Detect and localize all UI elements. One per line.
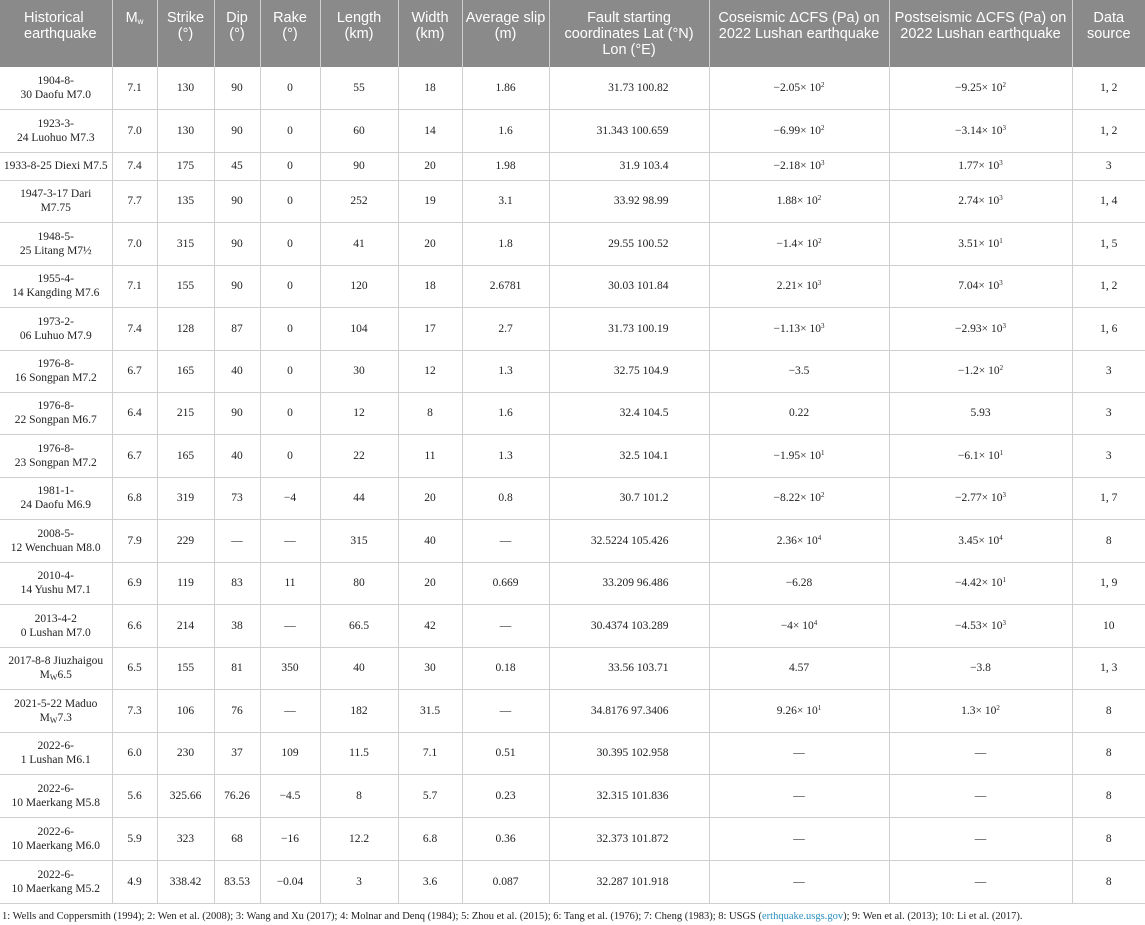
cell-coordinates: 33.209 96.486 xyxy=(549,562,709,604)
cell-dip: 83.53 xyxy=(214,860,260,903)
cell-coordinates: 32.373 101.872 xyxy=(549,817,709,860)
cell-strike: 106 xyxy=(157,689,214,732)
table-row xyxy=(0,604,1145,647)
cell-strike: 155 xyxy=(157,265,214,307)
table-row xyxy=(0,477,1145,519)
cell-coordinates: 31.73 100.19 xyxy=(549,307,709,350)
cell-slip: 0.087 xyxy=(462,860,549,903)
cell-slip: 0.36 xyxy=(462,817,549,860)
header-rake: Rake (°) xyxy=(260,0,320,67)
cell-postseismic: $1.77\times 10^3$ xyxy=(889,152,1072,180)
header-length: Length (km) xyxy=(320,0,398,67)
cell-source: 1, 2 xyxy=(1072,109,1145,152)
cell-rake: 0 xyxy=(260,152,320,180)
cell-width: 11 xyxy=(398,434,462,477)
cell-width: 30 xyxy=(398,647,462,689)
table-row xyxy=(0,562,1145,604)
cell-width: 31.5 xyxy=(398,689,462,732)
cell-width: 5.7 xyxy=(398,774,462,817)
cell-coordinates: 30.395 102.958 xyxy=(549,732,709,774)
cell-earthquake: 1947-3-17 Dari M7.75 xyxy=(0,180,112,222)
cell-coseismic: $-2.05\times 10^2$ xyxy=(709,67,889,109)
cell-earthquake: 2022-6- 10 Maerkang M6.0 xyxy=(0,817,112,860)
cell-width: 20 xyxy=(398,222,462,265)
cell-slip: 0.669 xyxy=(462,562,549,604)
cell-coordinates: 33.56 103.71 xyxy=(549,647,709,689)
header-width: Width (km) xyxy=(398,0,462,67)
cell-width: 7.1 xyxy=(398,732,462,774)
cell-rake: −16 xyxy=(260,817,320,860)
cell-length: 22 xyxy=(320,434,398,477)
cell-width: 12 xyxy=(398,350,462,392)
cell-coseismic: $-1.4\times 10^2$ xyxy=(709,222,889,265)
cell-width: 17 xyxy=(398,307,462,350)
header-mw: $M_w$ xyxy=(112,0,157,67)
cell-rake: — xyxy=(260,689,320,732)
cell-rake: 350 xyxy=(260,647,320,689)
cell-length: 8 xyxy=(320,774,398,817)
cell-rake: −4 xyxy=(260,477,320,519)
cell-width: 14 xyxy=(398,109,462,152)
cell-rake: — xyxy=(260,604,320,647)
cell-length: 41 xyxy=(320,222,398,265)
cell-coordinates: 30.03 101.84 xyxy=(549,265,709,307)
cell-length: 315 xyxy=(320,519,398,562)
cell-width: 18 xyxy=(398,265,462,307)
header-dip: Dip (°) xyxy=(214,0,260,67)
cell-rake: 0 xyxy=(260,265,320,307)
cell-source: 1, 2 xyxy=(1072,67,1145,109)
cell-mw: 6.7 xyxy=(112,350,157,392)
table-row xyxy=(0,180,1145,222)
cell-slip: 1.3 xyxy=(462,434,549,477)
cell-length: 12.2 xyxy=(320,817,398,860)
cell-postseismic: $1.3\times 10^2$ xyxy=(889,689,1072,732)
cell-slip: 1.98 xyxy=(462,152,549,180)
cell-strike: 130 xyxy=(157,67,214,109)
cell-coseismic: 0.22 xyxy=(709,392,889,434)
table-row xyxy=(0,774,1145,817)
cell-length: 11.5 xyxy=(320,732,398,774)
cell-length: 80 xyxy=(320,562,398,604)
cell-strike: 175 xyxy=(157,152,214,180)
cell-rake: 0 xyxy=(260,307,320,350)
cell-dip: — xyxy=(214,519,260,562)
cell-postseismic: — xyxy=(889,774,1072,817)
cell-source: 8 xyxy=(1072,774,1145,817)
cell-coordinates: 32.5 104.1 xyxy=(549,434,709,477)
cell-length: 60 xyxy=(320,109,398,152)
cell-width: 3.6 xyxy=(398,860,462,903)
cell-source: 1, 2 xyxy=(1072,265,1145,307)
cell-earthquake: 2022-6- 10 Maerkang M5.2 xyxy=(0,860,112,903)
cell-width: 42 xyxy=(398,604,462,647)
table-row xyxy=(0,434,1145,477)
cell-dip: 40 xyxy=(214,350,260,392)
cell-rake: 0 xyxy=(260,222,320,265)
cell-coseismic: $-6.99\times 10^2$ xyxy=(709,109,889,152)
cell-dip: 40 xyxy=(214,434,260,477)
cell-earthquake: 1973-2- 06 Luhuo M7.9 xyxy=(0,307,112,350)
cell-earthquake: 1904-8- 30 Daofu M7.0 xyxy=(0,67,112,109)
cell-rake: 0 xyxy=(260,392,320,434)
cell-coseismic: $1.88\times 10^2$ xyxy=(709,180,889,222)
cell-source: 1, 4 xyxy=(1072,180,1145,222)
cell-source: 1, 3 xyxy=(1072,647,1145,689)
cell-mw: 7.4 xyxy=(112,307,157,350)
cell-source: 1, 6 xyxy=(1072,307,1145,350)
header-row xyxy=(0,0,1145,67)
table-row xyxy=(0,519,1145,562)
cell-length: 44 xyxy=(320,477,398,519)
cell-dip: 90 xyxy=(214,180,260,222)
table-row xyxy=(0,732,1145,774)
cell-coseismic: — xyxy=(709,732,889,774)
cell-postseismic: $-9.25\times 10^2$ xyxy=(889,67,1072,109)
cell-rake: 109 xyxy=(260,732,320,774)
cell-coordinates: 30.4374 103.289 xyxy=(549,604,709,647)
cell-earthquake: 1948-5- 25 Litang M7½ xyxy=(0,222,112,265)
table-footnote: 1: Wells and Coppersmith (1994); 2: Wen et al. (2008); 3: Wang and Xu (2017); 4: Molnar and Denq (1984); 5: Zhou et al. (2015); 6: Tang et al. (1976); 7: Cheng (1983); 8: USGS (erthquake.usgs.gov); 9: Wen et al. (2013); 10: Li et al. (2017). xyxy=(2,911,1023,922)
cell-coordinates: 30.7 101.2 xyxy=(549,477,709,519)
cell-strike: 325.66 xyxy=(157,774,214,817)
cell-earthquake: 2021-5-22 Maduo $M_W7.3$ xyxy=(0,689,112,732)
cell-strike: 230 xyxy=(157,732,214,774)
cell-length: 30 xyxy=(320,350,398,392)
cell-width: 20 xyxy=(398,152,462,180)
cell-coordinates: 32.4 104.5 xyxy=(549,392,709,434)
cell-earthquake: 2010-4- 14 Yushu M7.1 xyxy=(0,562,112,604)
table-row xyxy=(0,307,1145,350)
cell-coseismic: $-4\times 10^4$ xyxy=(709,604,889,647)
cell-coseismic: — xyxy=(709,774,889,817)
cell-width: 18 xyxy=(398,67,462,109)
cell-width: 20 xyxy=(398,477,462,519)
cell-postseismic: — xyxy=(889,860,1072,903)
cell-earthquake: 2022-6- 1 Lushan M6.1 xyxy=(0,732,112,774)
table-row xyxy=(0,647,1145,689)
table-row xyxy=(0,152,1145,180)
cell-slip: 1.6 xyxy=(462,392,549,434)
cell-mw: 6.7 xyxy=(112,434,157,477)
cell-source: 8 xyxy=(1072,519,1145,562)
cell-length: 55 xyxy=(320,67,398,109)
cell-postseismic: −3.8 xyxy=(889,647,1072,689)
cell-mw: 7.9 xyxy=(112,519,157,562)
cell-slip: 1.86 xyxy=(462,67,549,109)
cell-strike: 319 xyxy=(157,477,214,519)
cell-length: 66.5 xyxy=(320,604,398,647)
cell-coordinates: 32.75 104.9 xyxy=(549,350,709,392)
cell-source: 3 xyxy=(1072,350,1145,392)
cell-strike: 165 xyxy=(157,434,214,477)
cell-coseismic: −6.28 xyxy=(709,562,889,604)
cell-dip: 45 xyxy=(214,152,260,180)
cell-postseismic: $-6.1\times 10^1$ xyxy=(889,434,1072,477)
cell-source: 3 xyxy=(1072,152,1145,180)
cell-strike: 130 xyxy=(157,109,214,152)
header-coseismic-cfs: Coseismic ΔCFS (Pa) on 2022 Lushan earthquake xyxy=(709,0,889,67)
cell-mw: 6.6 xyxy=(112,604,157,647)
cell-slip: 1.3 xyxy=(462,350,549,392)
cell-source: 8 xyxy=(1072,860,1145,903)
cell-length: 104 xyxy=(320,307,398,350)
cell-slip: — xyxy=(462,689,549,732)
cell-source: 3 xyxy=(1072,392,1145,434)
cell-postseismic: $-2.93\times 10^3$ xyxy=(889,307,1072,350)
cell-mw: 7.0 xyxy=(112,109,157,152)
cell-rake: — xyxy=(260,519,320,562)
cell-postseismic: $7.04\times 10^3$ xyxy=(889,265,1072,307)
cell-coordinates: 29.55 100.52 xyxy=(549,222,709,265)
cell-coseismic: $2.36\times 10^4$ xyxy=(709,519,889,562)
cell-dip: 83 xyxy=(214,562,260,604)
cell-slip: — xyxy=(462,519,549,562)
cell-dip: 38 xyxy=(214,604,260,647)
cell-mw: 6.8 xyxy=(112,477,157,519)
cell-length: 182 xyxy=(320,689,398,732)
header-average-slip: Average slip (m) xyxy=(462,0,549,67)
cell-source: 1, 9 xyxy=(1072,562,1145,604)
cell-dip: 81 xyxy=(214,647,260,689)
cell-earthquake: 1981-1- 24 Daofu M6.9 xyxy=(0,477,112,519)
cell-postseismic: $3.45\times 10^4$ xyxy=(889,519,1072,562)
table-row xyxy=(0,392,1145,434)
cell-earthquake: 2008-5- 12 Wenchuan M8.0 xyxy=(0,519,112,562)
cell-length: 120 xyxy=(320,265,398,307)
cell-mw: 7.1 xyxy=(112,265,157,307)
cell-strike: 155 xyxy=(157,647,214,689)
cell-rake: 0 xyxy=(260,434,320,477)
table-row xyxy=(0,689,1145,732)
cell-source: 1, 5 xyxy=(1072,222,1145,265)
cell-dip: 68 xyxy=(214,817,260,860)
cell-dip: 90 xyxy=(214,265,260,307)
cell-strike: 135 xyxy=(157,180,214,222)
cell-mw: 5.9 xyxy=(112,817,157,860)
cell-mw: 6.0 xyxy=(112,732,157,774)
cell-strike: 315 xyxy=(157,222,214,265)
table-row xyxy=(0,817,1145,860)
cell-rake: −4.5 xyxy=(260,774,320,817)
cell-width: 6.8 xyxy=(398,817,462,860)
cell-mw: 7.1 xyxy=(112,67,157,109)
cell-dip: 90 xyxy=(214,392,260,434)
cell-slip: 3.1 xyxy=(462,180,549,222)
cell-slip: 0.51 xyxy=(462,732,549,774)
cell-length: 90 xyxy=(320,152,398,180)
cell-earthquake: 1976-8- 23 Songpan M7.2 xyxy=(0,434,112,477)
cell-dip: 76.26 xyxy=(214,774,260,817)
cell-mw: 7.3 xyxy=(112,689,157,732)
cell-slip: 0.8 xyxy=(462,477,549,519)
cell-earthquake: 1976-8- 22 Songpan M6.7 xyxy=(0,392,112,434)
cell-source: 3 xyxy=(1072,434,1145,477)
header-data-source: Data source xyxy=(1072,0,1145,67)
cell-slip: 1.8 xyxy=(462,222,549,265)
cell-coseismic: 4.57 xyxy=(709,647,889,689)
cell-earthquake: 1933-8-25 Diexi M7.5 xyxy=(0,152,112,180)
cell-coordinates: 31.73 100.82 xyxy=(549,67,709,109)
cell-rake: −0.04 xyxy=(260,860,320,903)
cell-postseismic: $-2.77\times 10^3$ xyxy=(889,477,1072,519)
cell-postseismic: $-3.14\times 10^3$ xyxy=(889,109,1072,152)
cell-mw: 6.9 xyxy=(112,562,157,604)
cell-postseismic: $-1.2\times 10^2$ xyxy=(889,350,1072,392)
cell-dip: 90 xyxy=(214,222,260,265)
table-row xyxy=(0,350,1145,392)
cell-mw: 6.4 xyxy=(112,392,157,434)
cell-coordinates: 31.343 100.659 xyxy=(549,109,709,152)
cell-coordinates: 32.287 101.918 xyxy=(549,860,709,903)
cell-mw: 5.6 xyxy=(112,774,157,817)
cell-coseismic: −3.5 xyxy=(709,350,889,392)
cell-slip: — xyxy=(462,604,549,647)
cell-coseismic: $9.26\times 10^1$ xyxy=(709,689,889,732)
cell-mw: 7.7 xyxy=(112,180,157,222)
cell-coseismic: $-1.13\times 10^3$ xyxy=(709,307,889,350)
cell-earthquake: 2013-4-2 0 Lushan M7.0 xyxy=(0,604,112,647)
cell-strike: 229 xyxy=(157,519,214,562)
cell-source: 1, 7 xyxy=(1072,477,1145,519)
cell-width: 20 xyxy=(398,562,462,604)
cell-rake: 0 xyxy=(260,180,320,222)
cell-postseismic: $2.74\times 10^3$ xyxy=(889,180,1072,222)
cell-source: 8 xyxy=(1072,689,1145,732)
cell-earthquake: 2022-6- 10 Maerkang M5.8 xyxy=(0,774,112,817)
cell-dip: 73 xyxy=(214,477,260,519)
table-row xyxy=(0,860,1145,903)
cell-coordinates: 32.5224 105.426 xyxy=(549,519,709,562)
header-strike: Strike (°) xyxy=(157,0,214,67)
cell-coordinates: 33.92 98.99 xyxy=(549,180,709,222)
cell-source: 8 xyxy=(1072,732,1145,774)
cell-postseismic: $-4.42\times 10^1$ xyxy=(889,562,1072,604)
cell-strike: 119 xyxy=(157,562,214,604)
cell-width: 8 xyxy=(398,392,462,434)
header-historical-earthquake: Historical earthquake xyxy=(0,0,112,67)
cell-length: 12 xyxy=(320,392,398,434)
cell-postseismic: — xyxy=(889,817,1072,860)
cell-strike: 128 xyxy=(157,307,214,350)
cell-rake: 0 xyxy=(260,67,320,109)
cell-dip: 87 xyxy=(214,307,260,350)
cell-postseismic: 5.93 xyxy=(889,392,1072,434)
cell-mw: 6.5 xyxy=(112,647,157,689)
cell-width: 19 xyxy=(398,180,462,222)
cell-coseismic: $2.21\times 10^3$ xyxy=(709,265,889,307)
cell-dip: 90 xyxy=(214,109,260,152)
table-row xyxy=(0,67,1145,109)
table-row xyxy=(0,265,1145,307)
cell-earthquake: 1923-3- 24 Luohuo M7.3 xyxy=(0,109,112,152)
cell-earthquake: 1955-4- 14 Kangding M7.6 xyxy=(0,265,112,307)
cell-length: 40 xyxy=(320,647,398,689)
cell-strike: 323 xyxy=(157,817,214,860)
cell-strike: 214 xyxy=(157,604,214,647)
cell-coseismic: $-2.18\times 10^3$ xyxy=(709,152,889,180)
cell-postseismic: $3.51\times 10^1$ xyxy=(889,222,1072,265)
cell-coseismic: $-1.95\times 10^1$ xyxy=(709,434,889,477)
cell-earthquake: 2017-8-8 Jiuzhaigou $M_W6.5$ xyxy=(0,647,112,689)
cell-mw: 7.4 xyxy=(112,152,157,180)
cell-strike: 215 xyxy=(157,392,214,434)
cell-coseismic: — xyxy=(709,817,889,860)
table-row xyxy=(0,109,1145,152)
cell-slip: 2.6781 xyxy=(462,265,549,307)
cell-rake: 11 xyxy=(260,562,320,604)
cell-mw: 4.9 xyxy=(112,860,157,903)
cell-postseismic: $-4.53\times 10^3$ xyxy=(889,604,1072,647)
cell-strike: 338.42 xyxy=(157,860,214,903)
cell-dip: 76 xyxy=(214,689,260,732)
cell-postseismic: — xyxy=(889,732,1072,774)
cell-coseismic: $-8.22\times 10^2$ xyxy=(709,477,889,519)
cell-dip: 90 xyxy=(214,67,260,109)
cell-earthquake: 1976-8- 16 Songpan M7.2 xyxy=(0,350,112,392)
cell-rake: 0 xyxy=(260,109,320,152)
cell-coseismic: — xyxy=(709,860,889,903)
cell-length: 3 xyxy=(320,860,398,903)
header-fault-coordinates: Fault starting coordinates Lat (°N) Lon (°E) xyxy=(549,0,709,67)
cell-rake: 0 xyxy=(260,350,320,392)
usgs-link[interactable]: erthquake.usgs.gov xyxy=(762,911,844,922)
cell-slip: 2.7 xyxy=(462,307,549,350)
cell-source: 10 xyxy=(1072,604,1145,647)
cell-width: 40 xyxy=(398,519,462,562)
cell-coordinates: 32.315 101.836 xyxy=(549,774,709,817)
cell-coordinates: 34.8176 97.3406 xyxy=(549,689,709,732)
cell-dip: 37 xyxy=(214,732,260,774)
cell-slip: 1.6 xyxy=(462,109,549,152)
table-row xyxy=(0,222,1145,265)
cell-coordinates: 31.9 103.4 xyxy=(549,152,709,180)
cell-slip: 0.18 xyxy=(462,647,549,689)
cell-source: 8 xyxy=(1072,817,1145,860)
cell-length: 252 xyxy=(320,180,398,222)
cell-slip: 0.23 xyxy=(462,774,549,817)
cell-strike: 165 xyxy=(157,350,214,392)
cell-mw: 7.0 xyxy=(112,222,157,265)
header-postseismic-cfs: Postseismic ΔCFS (Pa) on 2022 Lushan earthquake xyxy=(889,0,1072,67)
